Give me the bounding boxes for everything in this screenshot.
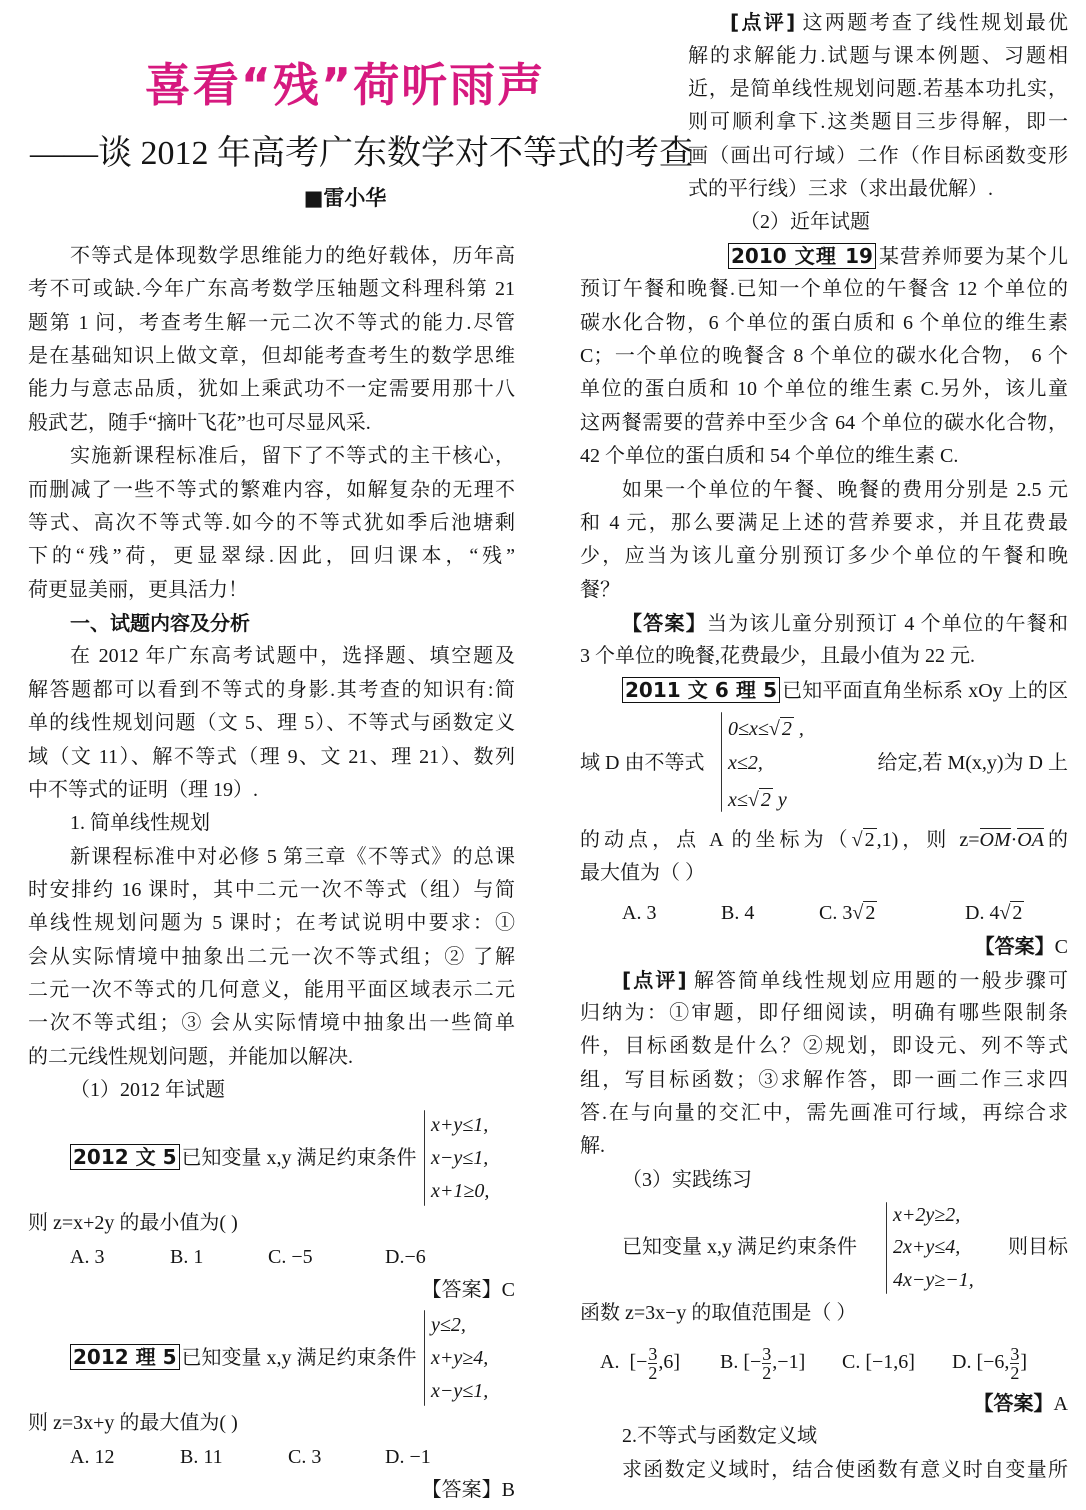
condition-text: x≤√: [728, 789, 759, 811]
option-label: B.: [720, 1351, 739, 1373]
dot-operator: ·: [1010, 829, 1018, 851]
q2-option: D. −1: [385, 1446, 431, 1468]
text: 的: [1043, 829, 1068, 851]
denominator: 2: [762, 1362, 772, 1383]
q2-answer: [300, 1477, 515, 1503]
right-text-line: 式的平行线）三求（求出最优解）.: [688, 178, 993, 200]
author-byline: [0, 184, 690, 212]
q1-label: 2012 文 5: [70, 1144, 180, 1170]
left-text-line: （1）2012 年试题: [70, 1079, 225, 1101]
left-text-line: 一、试题内容及分析: [70, 611, 250, 635]
right-text-line: 归纳为：①审题，即仔细阅读，明确有哪些限制条: [580, 1002, 1068, 1024]
q2011-condition: [728, 787, 787, 813]
left-text-line: 不等式是体现数学思维能力的绝好载体，历年高: [70, 245, 515, 267]
practice-stem: 已知变量 x,y 满足约束条件: [622, 1236, 857, 1258]
right-text-line: 餐？: [580, 579, 620, 601]
left-text-line: 单线性规划问题为 5 课时；在考试说明中要求：①: [28, 912, 515, 934]
option-text: ,−1]: [772, 1351, 806, 1373]
q2011-domain-pre: 域 D 由不等式: [580, 752, 705, 774]
q2-condition: y≤2,: [431, 1314, 466, 1336]
vector-om: OM: [979, 829, 1011, 851]
practice-brace: [886, 1202, 887, 1294]
right-text-line: 2.不等式与函数定义域: [622, 1425, 817, 1447]
right-text-line: 最大值为（ ）: [580, 862, 705, 884]
practice-condition: x+2y≥2,: [893, 1204, 961, 1226]
numerator: 3: [762, 1343, 772, 1364]
q2011-brace: [721, 712, 722, 812]
article-subtitle: ——谈 2012 年高考广东数学对不等式的考查: [30, 135, 693, 172]
practice-tail: 则目标: [1008, 1236, 1068, 1258]
practice-option: [720, 1340, 805, 1384]
fraction: [762, 1345, 771, 1382]
review2-first-line: [622, 967, 1068, 993]
answer-label: 【答案】: [974, 934, 1055, 958]
left-text-line: 中不等式的证明（理 19）.: [28, 779, 258, 801]
option-text: B. 4: [721, 902, 755, 924]
right-text-line: （2）近年试题: [740, 211, 870, 233]
option-text: A. 3: [622, 902, 657, 924]
right-text-line: 和 4 元，那么要满足上述的营养要求，并且花费最: [580, 512, 1068, 534]
left-text-line: 解答题都可以看到不等式的身影.其考查的知识有:简: [28, 679, 515, 701]
left-text-line: 而删减了一些不等式的繁难内容，如解复杂的无理不: [28, 479, 515, 501]
right-text-line: 3 个单位的晚餐,花费最少，且最小值为 22 元.: [580, 645, 975, 667]
left-text-line: 一次不等式组；③ 会从实际情境中抽象出一些简单: [28, 1012, 515, 1034]
q1-stem: [70, 1144, 417, 1170]
option-text: [−1,6]: [865, 1351, 915, 1373]
left-text-line: 下的“残”荷，更显翠绿.因此，回归课本，“残”: [28, 545, 515, 567]
q2011-option: [622, 900, 656, 926]
right-text-line: 答.在与向量的交汇中，需先画准可行域，再综合求: [580, 1102, 1068, 1124]
practice-answer: [860, 1390, 1068, 1416]
right-text-line: 近，是简单线性规划问题.若基本功扎实，: [688, 78, 1068, 100]
q1-condition: x−y≤1,: [431, 1147, 489, 1169]
q2-condition: x+y≥4,: [431, 1347, 489, 1369]
p2010-label: 2010 文理 19: [728, 243, 876, 269]
option-text: ,6]: [658, 1351, 681, 1373]
p2010-first-line: [728, 243, 1068, 269]
fraction: [1010, 1345, 1019, 1382]
option-label: C.: [842, 1351, 861, 1373]
right-text-line: 如果一个单位的午餐、晚餐的费用分别是 2.5 元: [622, 479, 1068, 501]
numerator: 3: [648, 1343, 658, 1364]
q1-condition: x+1≥0,: [431, 1180, 490, 1202]
practice-condition: 4x−y≥−1,: [893, 1269, 974, 1291]
left-text-line: 考不可或缺.今年广东高考数学压轴题文科理科第 21: [28, 278, 515, 300]
denominator: 2: [648, 1362, 658, 1383]
review-text: 解答简单线性规划应用题的一般步骤可: [693, 970, 1068, 992]
right-text-line: 解的求解能力.试题与课本例题、习题相: [688, 45, 1068, 67]
left-text-line: 单的线性规划问题（文 5、理 5）、不等式与函数定义: [28, 712, 515, 734]
q2-stem-text: 已知变量 x,y 满足约束条件: [181, 1347, 417, 1369]
left-text-line: 般武艺，随手“摘叶飞花”也可尽显风采.: [28, 412, 371, 434]
q2011-label: 2011 文 6 理 5: [622, 677, 780, 703]
radicand: 2: [760, 789, 771, 811]
option-text: ]: [1020, 1351, 1028, 1373]
left-text-line: 在 2012 年广东高考试题中，选择题、填空题及: [70, 645, 515, 667]
left-text-line: 的二元线性规划问题，并能加以解决.: [28, 1046, 353, 1068]
q1-condition: x+y≤1,: [431, 1114, 489, 1136]
left-text-line: 时安排约 16 课时，其中二元一次不等式（组）与简: [28, 879, 515, 901]
option-text: [−: [629, 1351, 648, 1373]
answer-label: 【答案】: [973, 1391, 1054, 1415]
q2011-option: [965, 900, 1024, 926]
q2-stem: [70, 1344, 417, 1370]
q2-brace: [424, 1310, 425, 1406]
right-text-line: 预订午餐和晚餐.已知一个单位的午餐含 12 个单位的: [580, 278, 1068, 300]
answer-text: 当为该儿童分别预订 4 个单位的午餐和: [706, 613, 1068, 635]
q2-option: C. 3: [288, 1446, 322, 1468]
practice-option: [842, 1340, 915, 1384]
practice-option: [952, 1340, 1027, 1384]
text: ,1)，则 z=: [876, 829, 980, 851]
answer-value: B: [501, 1479, 515, 1501]
q2011-condition: [728, 750, 763, 776]
answer-value: A: [1053, 1393, 1068, 1415]
review-text: 这两题考查了线性规划最优: [802, 12, 1068, 34]
answer-label: 【答案】: [421, 1479, 502, 1501]
q1-option: D.−6: [385, 1246, 426, 1268]
left-text-line: 是在基础知识上做文章，但却能考查考生的数学思维: [28, 345, 515, 367]
left-text-line: 1. 简单线性规划: [70, 812, 210, 834]
author-mark: ■: [303, 186, 324, 210]
option-label: D.: [952, 1351, 972, 1373]
right-text-line: 这两餐需要的营养中至少含 64 个单位的碳水化合物，: [580, 412, 1068, 434]
condition-text: y: [772, 789, 787, 811]
q1-stem-text: 已知变量 x,y 满足约束条件: [181, 1147, 417, 1169]
answer-label: 【答案】: [622, 611, 707, 635]
left-text-line: 能力与意志品质，犹如上乘武功不一定需要用那十八: [28, 378, 515, 400]
q2011-option: [819, 900, 877, 926]
option-label: A.: [600, 1351, 620, 1373]
review-label: [点评]: [622, 968, 687, 992]
right-text-line: 求函数定义域时，结合使函数有意义时自变量所: [622, 1459, 1068, 1481]
q1-option: C. −5: [268, 1246, 313, 1268]
q1-question: 则 z=x+2y 的最小值为( ): [28, 1212, 238, 1234]
left-text-line: 等式、高次不等式等.如今的不等式犹如季后池塘剩: [28, 512, 515, 534]
condition-text: x≤2,: [728, 752, 763, 774]
q1-answer: [300, 1277, 515, 1303]
right-text-line: 单位的蛋白质和 10 个单位的维生素 C.另外，该儿童: [580, 378, 1068, 400]
q2-option: A. 12: [70, 1446, 115, 1468]
vector-oa: OA: [1017, 829, 1044, 851]
option-text: [−6,: [976, 1351, 1010, 1373]
right-text-line: 件，目标函数是什么？②规划，即设元、列不等式: [580, 1035, 1068, 1057]
radicand: 2: [1012, 902, 1023, 924]
right-text-line: 画（画出可行域）二作（作目标函数变形: [688, 145, 1068, 167]
q2011-domain-post: 给定,若 M(x,y)为 D 上: [877, 752, 1068, 774]
q2011-option: [721, 900, 754, 926]
q1-option: B. 1: [170, 1246, 204, 1268]
left-text-line: 会从实际情境中抽象出二元一次不等式组；② 了解: [28, 946, 515, 968]
left-text-line: 荷更显美丽，更具活力！: [28, 579, 248, 601]
fraction: [648, 1345, 657, 1382]
condition-text: ,: [793, 718, 804, 740]
answer-value: C: [1054, 936, 1068, 958]
condition-text: 0≤x≤√: [728, 718, 780, 740]
q1-option: A. 3: [70, 1246, 105, 1268]
q2-question: 则 z=3x+y 的最大值为( ): [28, 1412, 238, 1434]
author-name: 雷小华: [323, 186, 387, 210]
q2011-answer: [860, 933, 1068, 959]
right-text-line: 42 个单位的蛋白质和 54 个单位的维生素 C.: [580, 445, 959, 467]
q1-brace: [424, 1110, 425, 1206]
q2011-condition: [728, 716, 804, 742]
article-title: 喜看“残”荷听雨声: [144, 58, 546, 112]
radicand: 2: [865, 902, 876, 924]
q2011-first-line: [622, 677, 1068, 703]
option-text: D. 4√: [965, 902, 1011, 924]
practice-condition: 2x+y≤4,: [893, 1236, 961, 1258]
review-label: [点评]: [730, 10, 796, 34]
option-text: C. 3√: [819, 902, 864, 924]
right-text-line: 则可顺利拿下.这类题目三步得解，即一: [688, 111, 1068, 133]
q2-label: 2012 理 5: [70, 1344, 180, 1370]
right-text-line: 组，写目标函数；③求解作答，即一画二作三求四: [580, 1069, 1068, 1091]
option-text: [−: [743, 1351, 762, 1373]
left-text-line: 实施新课程标准后，留下了不等式的主干核心，: [70, 445, 515, 467]
q2-condition: x−y≤1,: [431, 1380, 489, 1402]
q2011-text: 已知平面直角坐标系 xOy 上的区: [782, 680, 1068, 702]
denominator: 2: [1010, 1362, 1020, 1383]
right-text-line: （3）实践练习: [622, 1169, 752, 1191]
radicand: 2: [781, 718, 792, 740]
q2-option: B. 11: [180, 1446, 223, 1468]
ans2010-line: [622, 610, 1068, 636]
right-text-line: 解.: [580, 1135, 605, 1157]
q2011-vector-line: [580, 827, 1068, 853]
answer-label: 【答案】: [421, 1279, 502, 1301]
right-text-line: C；一个单位的晚餐含 8 个单位的碳水化合物， 6 个: [580, 345, 1068, 367]
right-text-line: 函数 z=3x−y 的取值范围是（ ）: [580, 1302, 857, 1324]
right-text-line: 少，应当为该儿童分别预订多少个单位的午餐和晚: [580, 545, 1068, 567]
radicand: 2: [864, 829, 875, 851]
p2010-text: 某营养师要为某个儿: [877, 246, 1068, 268]
left-text-line: 题第 1 问，考查考生解一元二次不等式的能力.尽管: [28, 312, 515, 334]
numerator: 3: [1010, 1343, 1020, 1364]
practice-option: [600, 1340, 680, 1384]
review1-first-line: [730, 9, 1068, 35]
left-text-line: 新课程标准中对必修 5 第三章《不等式》的总课: [70, 846, 515, 868]
text: 的动点，点 A 的坐标为（√: [580, 829, 863, 851]
left-text-line: 二元一次不等式的几何意义，能用平面区域表示二元: [28, 979, 515, 1001]
right-text-line: 碳水化合物，6 个单位的蛋白质和 6 个单位的维生素: [580, 312, 1068, 334]
answer-value: C: [501, 1279, 515, 1301]
left-text-line: 域（文 11）、解不等式（理 9、文 21、理 21）、数列: [28, 746, 515, 768]
